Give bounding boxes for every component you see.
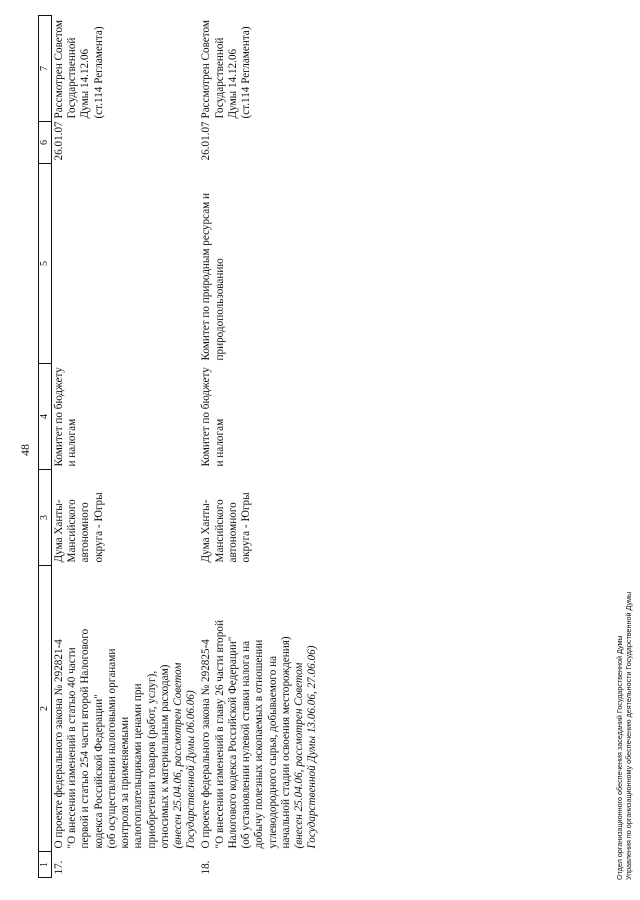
page-footer	[615, 592, 633, 880]
consideration-date: 26.01.07	[200, 121, 213, 161]
column-header: 3	[39, 470, 52, 566]
column-header: 1	[39, 852, 52, 878]
bills-table	[38, 15, 320, 878]
footer-directorate-line: Управления по организационному обеспечению деятельности Государственной Думы	[623, 591, 633, 880]
bill-description-line: Налогового кодекса Российской Федерации"	[226, 636, 239, 849]
bill-description-line: приобретении товаров (работ, услуг),	[145, 670, 158, 849]
footer-department-line: Отдел организационного обеспечения заседаний Государственной Думы	[614, 635, 624, 880]
column-header: 6	[39, 122, 52, 164]
bill-submission-note: Государственной Думы 06.06.06)	[185, 690, 198, 849]
row-number: 17.	[53, 860, 65, 875]
column-header: 7	[39, 16, 52, 122]
column-header: 5	[39, 164, 52, 364]
co-committee	[52, 164, 200, 364]
bill-author: Дума Ханты-Мансийского автономного округа - Югры	[200, 492, 253, 563]
bill-description-line: добычу полезных ископаемых в отношении	[253, 639, 266, 849]
bill-description-line: кодекса Российской Федерации"	[92, 694, 105, 849]
column-number-row	[39, 16, 52, 878]
column-header: 4	[39, 364, 52, 470]
bill-description-line: О проекте федерального закона № 292821-4	[53, 639, 65, 849]
bill-description-line: начальной стадии освоения месторождения)	[279, 636, 292, 849]
bill-description-line: углеводородного сырья, добываемого на	[266, 655, 279, 849]
table-row	[199, 16, 320, 878]
bill-submission-note: Государственной Думы 13.06.06, 27.06.06)	[306, 645, 319, 849]
table-row	[52, 16, 200, 878]
responsible-committee: Комитет по бюджету и налогам	[53, 367, 79, 467]
bill-status: Рассмотрен Советом Государственной Думы 14.12.06 (ст.114 Регламента)	[200, 20, 253, 119]
bill-description-line: (об установлении нулевой ставки налога на	[240, 640, 253, 849]
bill-description-line: относимых к материальным расходам)	[158, 664, 171, 849]
bill-description	[199, 566, 320, 852]
bill-submission-note: (внесен 25.04.06, рассмотрен Советом	[292, 662, 305, 849]
bill-author: Дума Ханты-Мансийского автономного округа - Югры	[53, 492, 105, 563]
bill-description-line: (об осуществлении налоговыми органами	[105, 648, 118, 849]
bill-submission-note: (внесен 25.04.06, рассмотрен Советом	[171, 662, 184, 849]
bill-description-line: "О внесении изменений в статью 40 части	[66, 647, 79, 849]
row-number: 18.	[200, 860, 213, 875]
bill-description-line: "О внесении изменений в главу 26 части второй	[213, 620, 226, 849]
bill-description	[52, 566, 200, 852]
bill-status: Рассмотрен Советом Государственной Думы 14.12.06 (ст.114 Регламента)	[53, 20, 105, 119]
bill-description-line: контроля за применяемыми	[119, 716, 132, 849]
consideration-date: 26.01.07	[53, 121, 65, 161]
column-header: 2	[39, 566, 52, 852]
bill-description-line: О проекте федерального закона № 292825-4	[200, 639, 213, 849]
co-committee: Комитет по природным ресурсам и природопользованию	[200, 192, 226, 361]
bill-description-line: первой и статью 254 части второй Налогового	[79, 628, 92, 849]
page-number: 48	[18, 444, 32, 456]
responsible-committee: Комитет по бюджету и налогам	[200, 367, 226, 467]
bill-description-line: налогоплательщиками ценами при	[132, 683, 145, 849]
